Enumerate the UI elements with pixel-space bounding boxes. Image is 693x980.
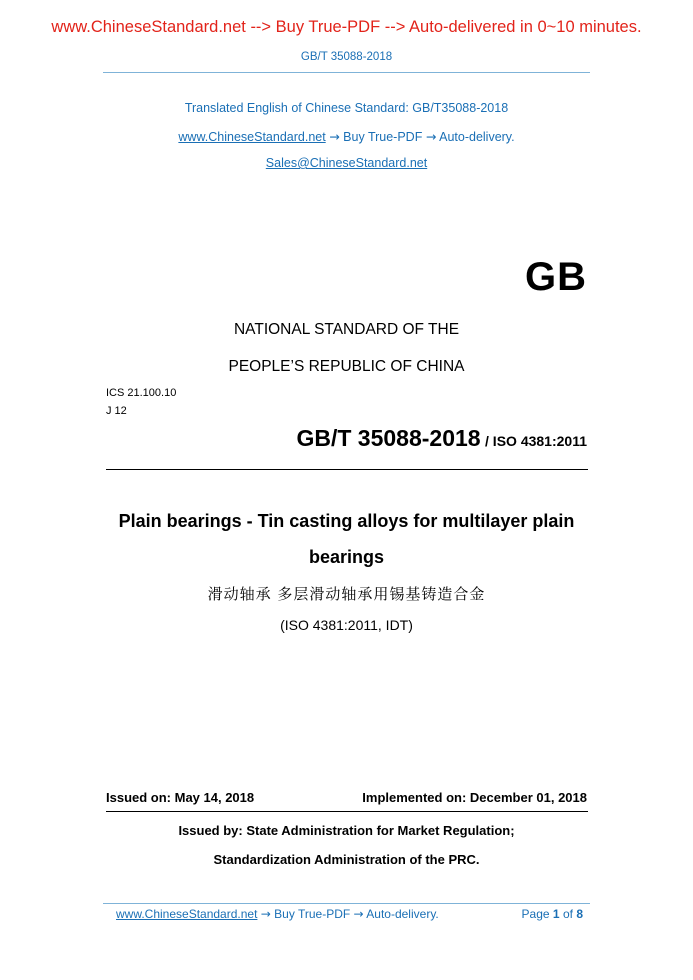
footer-site-link[interactable]: www.ChineseStandard.net (116, 907, 258, 921)
iso-reference: / ISO 4381:2011 (485, 433, 587, 449)
header-divider (103, 72, 590, 73)
footer-auto-delivery-text: Auto-delivery. (366, 907, 439, 921)
dates-divider (106, 811, 588, 812)
gb-mark: GB (525, 255, 587, 299)
footer-buy-text: Buy True-PDF (274, 907, 351, 921)
title-divider (106, 469, 588, 470)
issued-by-line1: Issued by: State Administration for Market Regulation; (178, 823, 515, 838)
header-standard-code: GB/T 35088-2018 (300, 51, 393, 63)
site-link[interactable]: www.ChineseStandard.net (178, 130, 326, 144)
arrow-right-icon: → (425, 129, 437, 144)
ics-code: ICS 21.100.10 (106, 387, 177, 399)
page-current: 1 (552, 907, 560, 921)
arrow-right-icon: → (353, 907, 364, 921)
national-standard-line1: NATIONAL STANDARD OF THE (233, 321, 460, 338)
page-label: Page (521, 907, 550, 921)
email-line (0, 156, 693, 170)
national-standard-line2: PEOPLE’S REPUBLIC OF CHINA (228, 358, 465, 375)
issued-on-date: Issued on: May 14, 2018 (106, 790, 255, 805)
translation-links (0, 129, 693, 144)
translation-line: Translated English of Chinese Standard: GB/T35088-2018 (184, 101, 509, 115)
ccs-code: J 12 (106, 405, 127, 417)
email-link[interactable]: Sales@ChineseStandard.net (265, 156, 428, 170)
standard-number (296, 425, 587, 452)
idt-reference: (ISO 4381:2011, IDT) (280, 617, 413, 633)
auto-delivery-text: Auto-delivery. (439, 130, 515, 144)
footer-divider (103, 903, 590, 904)
title-chinese: 滑动轴承 多层滑动轴承用锡基铸造合金 (207, 585, 486, 603)
standard-number-main: GB/T 35088-2018 (296, 425, 481, 451)
top-banner[interactable]: www.ChineseStandard.net --> Buy True-PDF --> Auto-delivered in 0~10 minutes. (51, 18, 642, 36)
title-line1: Plain bearings - Tin casting alloys for multilayer plain (118, 511, 575, 531)
arrow-right-icon: → (260, 907, 271, 921)
arrow-right-icon: → (329, 129, 340, 144)
title-line2: bearings (308, 547, 385, 567)
page-indicator (522, 907, 583, 921)
footer-links (116, 907, 439, 921)
page-total: 8 (576, 907, 583, 921)
buy-text: Buy True-PDF (343, 130, 423, 144)
implemented-on-date: Implemented on: December 01, 2018 (362, 790, 587, 805)
page-of: of (562, 907, 573, 921)
issued-by-line2: Standardization Administration of the PRC. (213, 852, 480, 867)
